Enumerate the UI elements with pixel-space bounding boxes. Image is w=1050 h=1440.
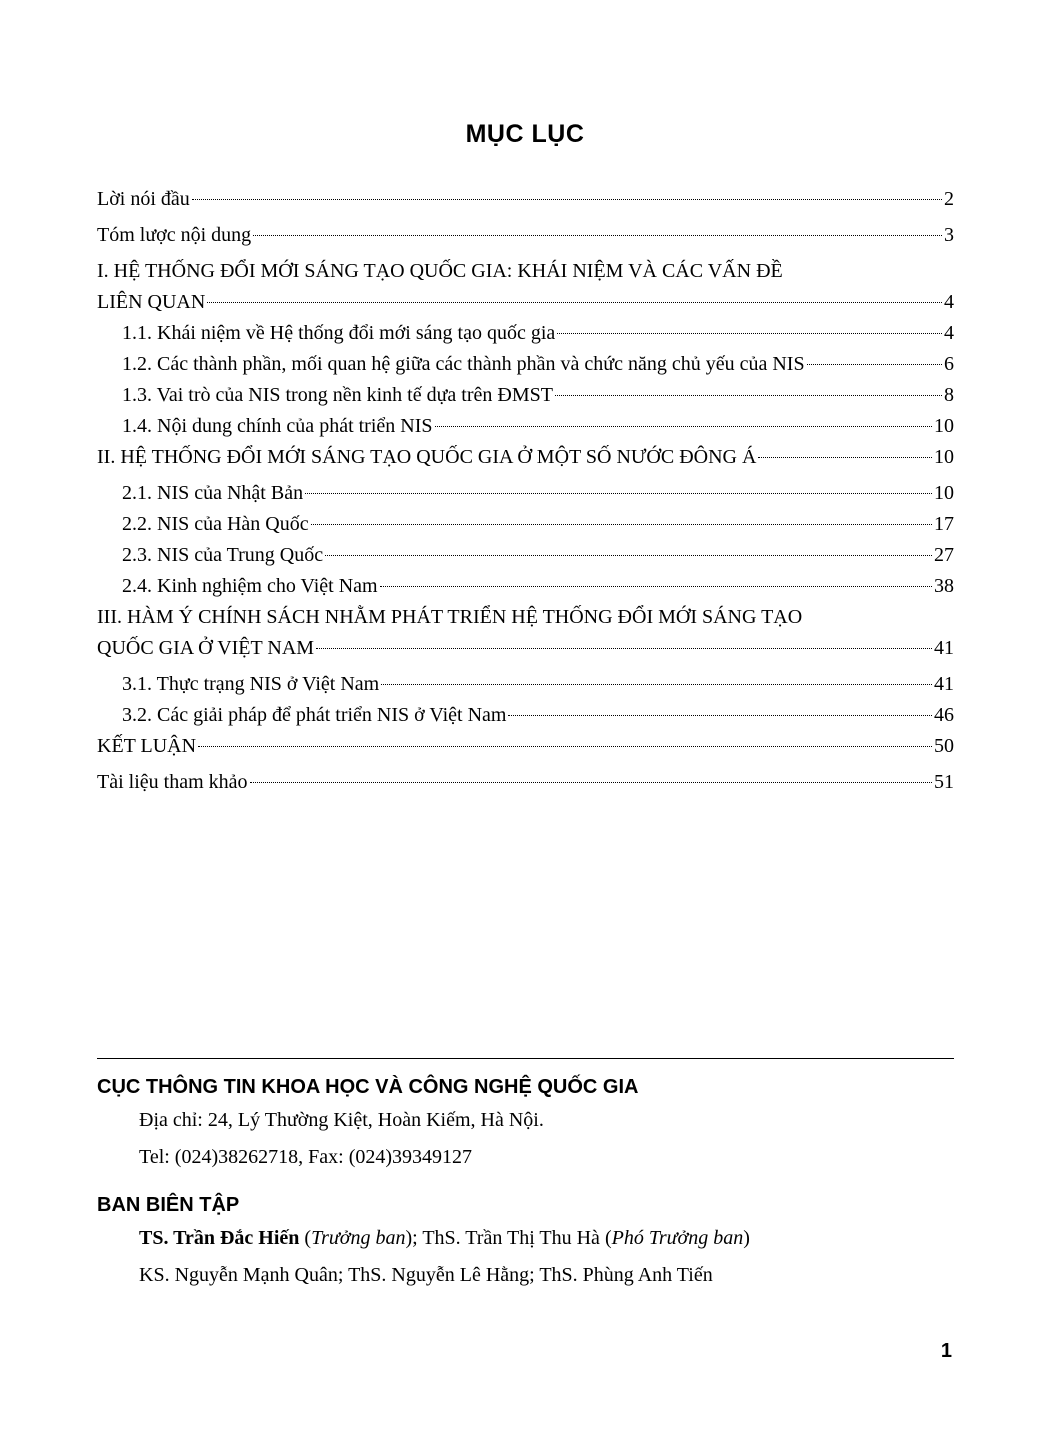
dot-leader — [508, 715, 932, 716]
chief-role: Trưởng ban — [311, 1227, 406, 1249]
page-title: MỤC LỤC — [465, 120, 585, 148]
dot-leader — [253, 235, 942, 236]
toc-page-number: 4 — [944, 322, 954, 344]
dot-leader — [311, 524, 932, 525]
toc-entry[interactable] — [97, 700, 954, 731]
toc-entry-title: 2.2. NIS của Hàn Quốc — [122, 513, 309, 535]
toc-page-number: 41 — [934, 673, 954, 695]
dot-leader — [316, 648, 932, 649]
dot-leader — [305, 493, 932, 494]
toc-entry-title: QUỐC GIA Ở VIỆT NAM — [97, 637, 315, 659]
dot-leader — [807, 364, 942, 365]
toc-page-number: 51 — [934, 771, 954, 793]
toc-page-number: 27 — [934, 544, 954, 566]
toc-entry[interactable] — [97, 478, 954, 509]
toc-entry[interactable] — [97, 220, 954, 251]
toc-entry[interactable] — [97, 380, 954, 411]
toc-page-number: 8 — [944, 384, 954, 406]
dot-leader — [758, 457, 932, 458]
toc-entry-title: 2.4. Kinh nghiệm cho Việt Nam — [122, 575, 378, 597]
toc-entry[interactable] — [97, 731, 954, 762]
toc-page-number: 4 — [944, 291, 954, 313]
toc-entry[interactable] — [97, 540, 954, 571]
page-number: 1 — [940, 1340, 952, 1362]
toc-entry-title-line1: III. HÀM Ý CHÍNH SÁCH NHẰM PHÁT TRIỂN HỆ THỐNG ĐỔI MỚI SÁNG TẠO — [97, 606, 803, 628]
toc-entry-title: 1.3. Vai trò của NIS trong nền kinh tế dựa trên ĐMST — [122, 384, 553, 406]
dot-leader — [555, 395, 942, 396]
dot-leader — [192, 199, 942, 200]
dot-leader — [325, 555, 932, 556]
toc-page-number: 3 — [944, 224, 954, 246]
toc-entry-title: 2.3. NIS của Trung Quốc — [122, 544, 324, 566]
toc-entry[interactable] — [97, 184, 954, 215]
toc-page-number: 38 — [934, 575, 954, 597]
toc-entry[interactable] — [97, 256, 954, 318]
dot-leader — [435, 426, 933, 427]
toc-page-number: 10 — [934, 415, 954, 437]
toc-page-number: 10 — [934, 482, 954, 504]
table-of-contents — [97, 184, 954, 798]
toc-entry-title: 1.1. Khái niệm về Hệ thống đổi mới sáng tạo quốc gia — [122, 322, 556, 344]
toc-entry-title: Tài liệu tham khảo — [97, 771, 248, 793]
editorial-board-leaders: TS. Trần Đắc Hiến (Trưởng ban); ThS. Trần Thị Thu Hà (Phó Trưởng ban) — [139, 1227, 750, 1249]
toc-page-number: 46 — [934, 704, 954, 726]
toc-page-number: 10 — [934, 446, 954, 468]
editorial-board-heading: BAN BIÊN TẬP — [97, 1194, 240, 1216]
toc-entry-title: Lời nói đầu — [97, 188, 190, 210]
toc-entry-title: 3.1. Thực trạng NIS ở Việt Nam — [122, 673, 380, 695]
toc-entry-title: 2.1. NIS của Nhật Bản — [122, 482, 304, 504]
toc-entry[interactable] — [97, 318, 954, 349]
toc-page-number: 41 — [934, 637, 954, 659]
org-contact: Tel: (024)38262718, Fax: (024)39349127 — [139, 1146, 473, 1168]
toc-entry-title: KẾT LUẬN — [97, 735, 197, 757]
toc-entry[interactable] — [97, 509, 954, 540]
dot-leader — [380, 586, 932, 587]
toc-entry[interactable] — [97, 442, 954, 473]
deputy-role: Phó Trưởng ban — [611, 1227, 744, 1249]
toc-page-number: 2 — [944, 188, 954, 210]
toc-entry[interactable] — [97, 669, 954, 700]
toc-page-number: 6 — [944, 353, 954, 375]
toc-entry-title: LIÊN QUAN — [97, 291, 206, 313]
editorial-board-members: KS. Nguyễn Mạnh Quân; ThS. Nguyễn Lê Hằng; ThS. Phùng Anh Tiến — [139, 1264, 713, 1286]
dot-leader — [250, 782, 932, 783]
toc-entry[interactable] — [97, 411, 954, 442]
dot-leader — [557, 333, 942, 334]
org-name: CỤC THÔNG TIN KHOA HỌC VÀ CÔNG NGHỆ QUỐC GIA — [97, 1076, 639, 1098]
toc-entry-title: 1.4. Nội dung chính của phát triển NIS — [122, 415, 433, 437]
section-divider — [97, 1058, 954, 1059]
toc-page-number: 50 — [934, 735, 954, 757]
toc-entry-title-line1: I. HỆ THỐNG ĐỔI MỚI SÁNG TẠO QUỐC GIA: KHÁI NIỆM VÀ CÁC VẤN ĐỀ — [97, 260, 783, 282]
toc-entry-title: 1.2. Các thành phần, mối quan hệ giữa các thành phần và chức năng chủ yếu của NIS — [122, 353, 805, 375]
toc-entry[interactable] — [97, 602, 954, 664]
org-address: Địa chỉ: 24, Lý Thường Kiệt, Hoàn Kiếm, Hà Nội. — [139, 1109, 544, 1131]
toc-page-number: 17 — [934, 513, 954, 535]
toc-entry-title: Tóm lược nội dung — [97, 224, 252, 246]
toc-entry[interactable] — [97, 349, 954, 380]
toc-entry-title: 3.2. Các giải pháp để phát triển NIS ở Việt Nam — [122, 704, 507, 726]
chief-name: TS. Trần Đắc Hiến — [139, 1227, 300, 1249]
dot-leader — [381, 684, 932, 685]
dot-leader — [207, 302, 942, 303]
toc-entry[interactable] — [97, 571, 954, 602]
toc-entry[interactable] — [97, 767, 954, 798]
dot-leader — [198, 746, 932, 747]
toc-entry-title: II. HỆ THỐNG ĐỔI MỚI SÁNG TẠO QUỐC GIA Ở MỘT SỐ NƯỚC ĐÔNG Á — [97, 446, 757, 468]
deputy-name: ThS. Trần Thị Thu Hà — [422, 1227, 600, 1249]
